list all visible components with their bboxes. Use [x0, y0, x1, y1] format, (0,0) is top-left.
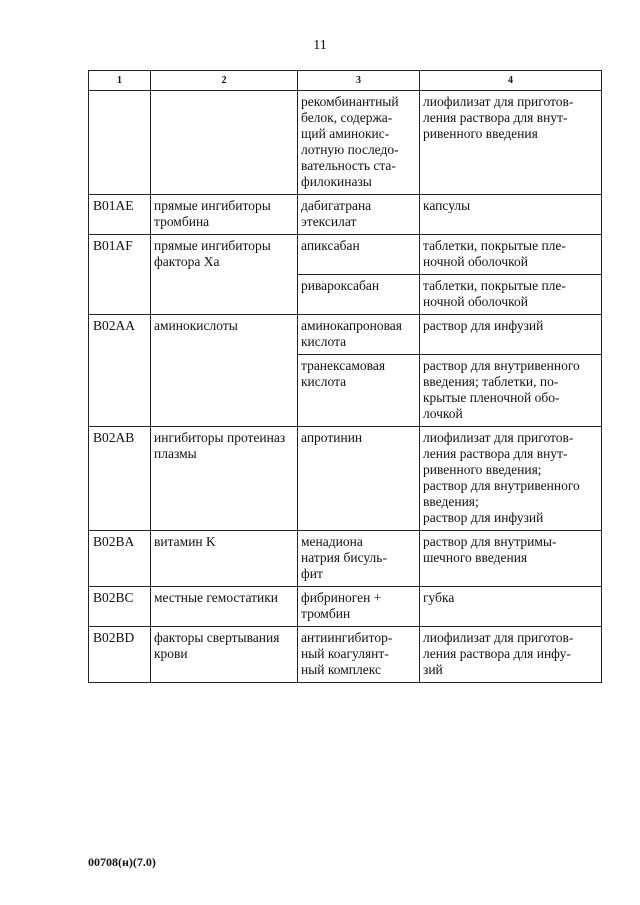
substance-line: рекомбинантный — [301, 94, 399, 109]
form-line: ривенного введения — [423, 126, 538, 141]
substance-cell — [298, 427, 420, 531]
table-row — [89, 315, 602, 355]
atc-code-cell: B01AF — [89, 235, 151, 315]
substance-cell — [298, 627, 420, 683]
group-cell — [151, 91, 298, 195]
form-line: ления раствора для инфу- — [423, 646, 571, 661]
substance-cell — [298, 355, 420, 427]
header-col-2: 2 — [151, 71, 298, 91]
group-cell — [151, 627, 298, 683]
substance-line: аминокапроновая — [301, 318, 402, 333]
substance-cell — [298, 91, 420, 195]
form-line: таблетки, покрытые пле- — [423, 238, 566, 253]
substance-line: натрия бисуль- — [301, 550, 387, 565]
header-col-3: 3 — [298, 71, 420, 91]
substance-line: фибриноген + — [301, 590, 382, 605]
dosage-form-cell — [420, 315, 602, 355]
form-line: таблетки, покрытые пле- — [423, 278, 566, 293]
form-line: лиофилизат для приготов- — [423, 94, 574, 109]
substance-line: фит — [301, 566, 323, 581]
group-cell — [151, 235, 298, 315]
substance-line: апиксабан — [301, 238, 360, 253]
form-line: введения; — [423, 494, 479, 509]
substance-line: транексамовая — [301, 358, 386, 373]
form-line: раствор для внутримы- — [423, 534, 557, 549]
form-line: ления раствора для внут- — [423, 446, 568, 461]
form-line: раствор для инфузий — [423, 318, 544, 333]
substance-line: дабигатрана — [301, 198, 372, 213]
table-row — [89, 91, 602, 195]
dosage-form-cell — [420, 627, 602, 683]
form-line: лиофилизат для приготов- — [423, 630, 574, 645]
group-line: местные гемостатики — [154, 590, 279, 605]
group-line: плазмы — [154, 446, 197, 461]
table-row — [89, 531, 602, 587]
substance-line: ный коагулянт- — [301, 646, 389, 661]
table-row — [89, 427, 602, 531]
group-cell — [151, 587, 298, 627]
form-line: ления раствора для внут- — [423, 110, 568, 125]
atc-code-cell — [89, 91, 151, 195]
group-line: прямые ингибиторы — [154, 238, 271, 253]
form-line: лочкой — [423, 406, 463, 421]
substance-line: щий аминокис- — [301, 126, 390, 141]
dosage-form-cell — [420, 195, 602, 235]
dosage-form-cell — [420, 275, 602, 315]
table-row — [89, 195, 602, 235]
document-footer-code: 00708(н)(7.0) — [88, 855, 156, 869]
atc-code-cell: B02BC — [89, 587, 151, 627]
substance-line: кислота — [301, 374, 347, 389]
substance-line: лотную последо- — [301, 142, 399, 157]
form-line: ривенного введения; — [423, 462, 542, 477]
substance-cell — [298, 315, 420, 355]
group-line: крови — [154, 646, 188, 661]
header-col-4: 4 — [420, 71, 602, 91]
substance-cell — [298, 235, 420, 275]
dosage-form-cell — [420, 531, 602, 587]
table-row — [89, 235, 602, 275]
group-line: аминокислоты — [154, 318, 238, 333]
header-col-1: 1 — [89, 71, 151, 91]
substance-line: белок, содержа- — [301, 110, 393, 125]
table-row — [89, 627, 602, 683]
form-line: крытые пленочной обо- — [423, 390, 560, 405]
group-line: витамин K — [154, 534, 216, 549]
atc-code-cell: B02AB — [89, 427, 151, 531]
substance-cell — [298, 195, 420, 235]
substance-line: кислота — [301, 334, 347, 349]
substance-line: тромбин — [301, 606, 351, 621]
table-row — [89, 587, 602, 627]
group-line: ингибиторы протеиназ — [154, 430, 286, 445]
dosage-form-cell — [420, 235, 602, 275]
group-line: факторы свертывания — [154, 630, 280, 645]
substance-line: вательность ста- — [301, 158, 396, 173]
substance-line: ный комплекс — [301, 662, 381, 677]
dosage-form-cell — [420, 91, 602, 195]
atc-code-cell: B01AE — [89, 195, 151, 235]
form-line: ночной оболочкой — [423, 254, 528, 269]
group-line: фактора Xa — [154, 254, 220, 269]
group-line: прямые ингибиторы — [154, 198, 271, 213]
substance-line: этексилат — [301, 214, 357, 229]
group-cell — [151, 195, 298, 235]
form-line: шечного введения — [423, 550, 528, 565]
form-line: раствор для внутривенного — [423, 478, 580, 493]
dosage-form-cell — [420, 587, 602, 627]
form-line: губка — [423, 590, 455, 605]
substance-cell — [298, 275, 420, 315]
atc-code-cell: B02BD — [89, 627, 151, 683]
page-number: 11 — [313, 38, 327, 53]
substance-line: менадиона — [301, 534, 363, 549]
drug-classification-table — [88, 70, 602, 683]
group-cell — [151, 315, 298, 427]
dosage-form-cell — [420, 427, 602, 531]
form-line: введения; таблетки, по- — [423, 374, 559, 389]
table-header-row — [89, 71, 602, 91]
group-cell — [151, 427, 298, 531]
form-line: капсулы — [423, 198, 471, 213]
substance-line: апротинин — [301, 430, 363, 445]
form-line: зий — [423, 662, 443, 677]
substance-cell — [298, 587, 420, 627]
form-line: лиофилизат для приготов- — [423, 430, 574, 445]
substance-line: антиингибитор- — [301, 630, 393, 645]
group-line: тромбина — [154, 214, 210, 229]
form-line: раствор для внутривенного — [423, 358, 580, 373]
form-line: ночной оболочкой — [423, 294, 528, 309]
substance-line: филокиназы — [301, 174, 372, 189]
form-line: раствор для инфузий — [423, 510, 544, 525]
atc-code-cell: B02AA — [89, 315, 151, 427]
atc-code-cell: B02BA — [89, 531, 151, 587]
substance-line: ривароксабан — [301, 278, 380, 293]
substance-cell — [298, 531, 420, 587]
group-cell — [151, 531, 298, 587]
dosage-form-cell — [420, 355, 602, 427]
